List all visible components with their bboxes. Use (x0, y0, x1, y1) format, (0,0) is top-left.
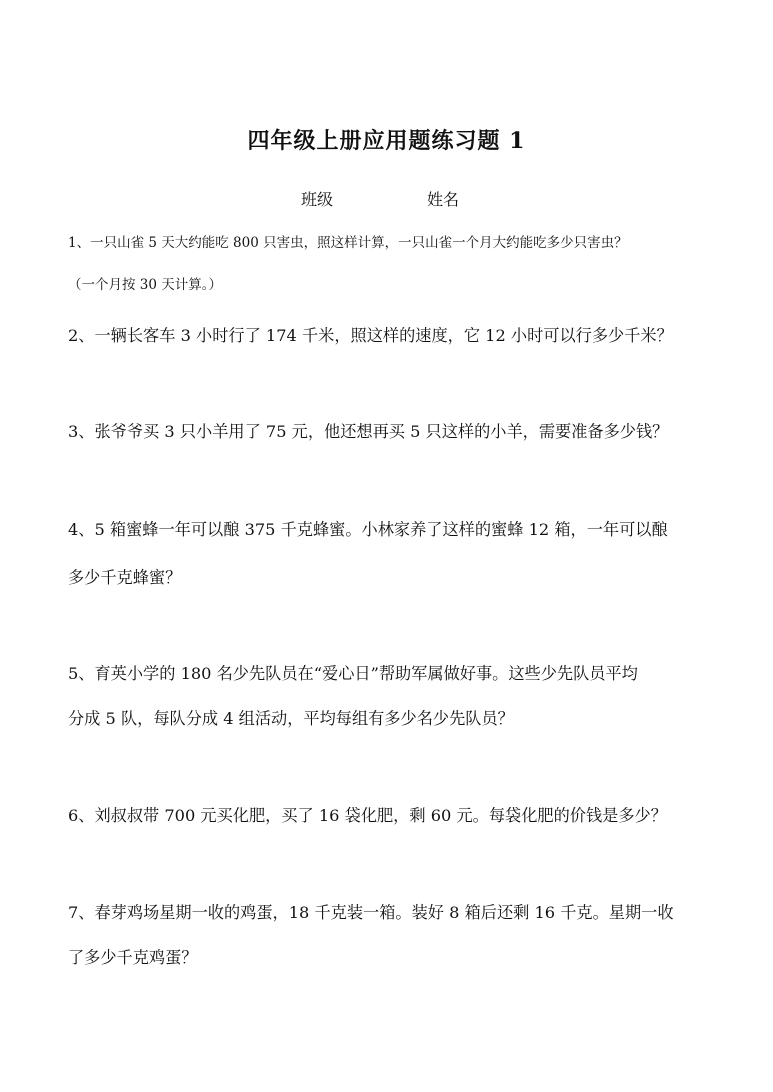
question-1-line-1: 1、一只山雀 5 天大约能吃 800 只害虫，照这样计算，一只山雀一个月大约能吃多少只害虫？ (68, 235, 628, 251)
question-4-line-2: 多少千克蜂蜜？ (68, 568, 182, 587)
question-5-line-1: 5、育英小学的 180 名少先队员在“爱心日”帮助军属做好事。这些少先队员平均 (68, 664, 638, 683)
question-1-line-2: （一个月按 30 天计算。） (68, 277, 223, 293)
question-6-line-1: 6、刘叔叔带 700 元买化肥，买了 16 袋化肥，剩 60 元。每袋化肥的价钱是多少？ (68, 806, 667, 825)
question-5-line-2: 分成 5 队，每队分成 4 组活动，平均每组有多少名少先队员？ (68, 709, 514, 728)
question-4-line-1: 4、5 箱蜜蜂一年可以酿 375 千克蜂蜜。小林家养了这样的蜜蜂 12 箱，一年可以酿 (68, 520, 668, 539)
question-7-line-2: 了多少千克鸡蛋？ (68, 948, 198, 967)
question-7-line-1: 7、春芽鸡场星期一收的鸡蛋，18 千克装一箱。装好 8 箱后还剩 16 千克。星期一收 (68, 903, 674, 922)
class-label: 班级 (301, 190, 334, 209)
question-3-line-1: 3、张爷爷买 3 只小羊用了 75 元，他还想再买 5 只这样的小羊，需要准备多少钱？ (68, 422, 669, 441)
question-2-line-1: 2、一辆长客车 3 小时行了 174 千米，照这样的速度，它 12 小时可以行多少千米？ (68, 326, 673, 345)
name-label: 姓名 (427, 190, 460, 209)
page-title: 四年级上册应用题练习题 1 (247, 128, 526, 154)
